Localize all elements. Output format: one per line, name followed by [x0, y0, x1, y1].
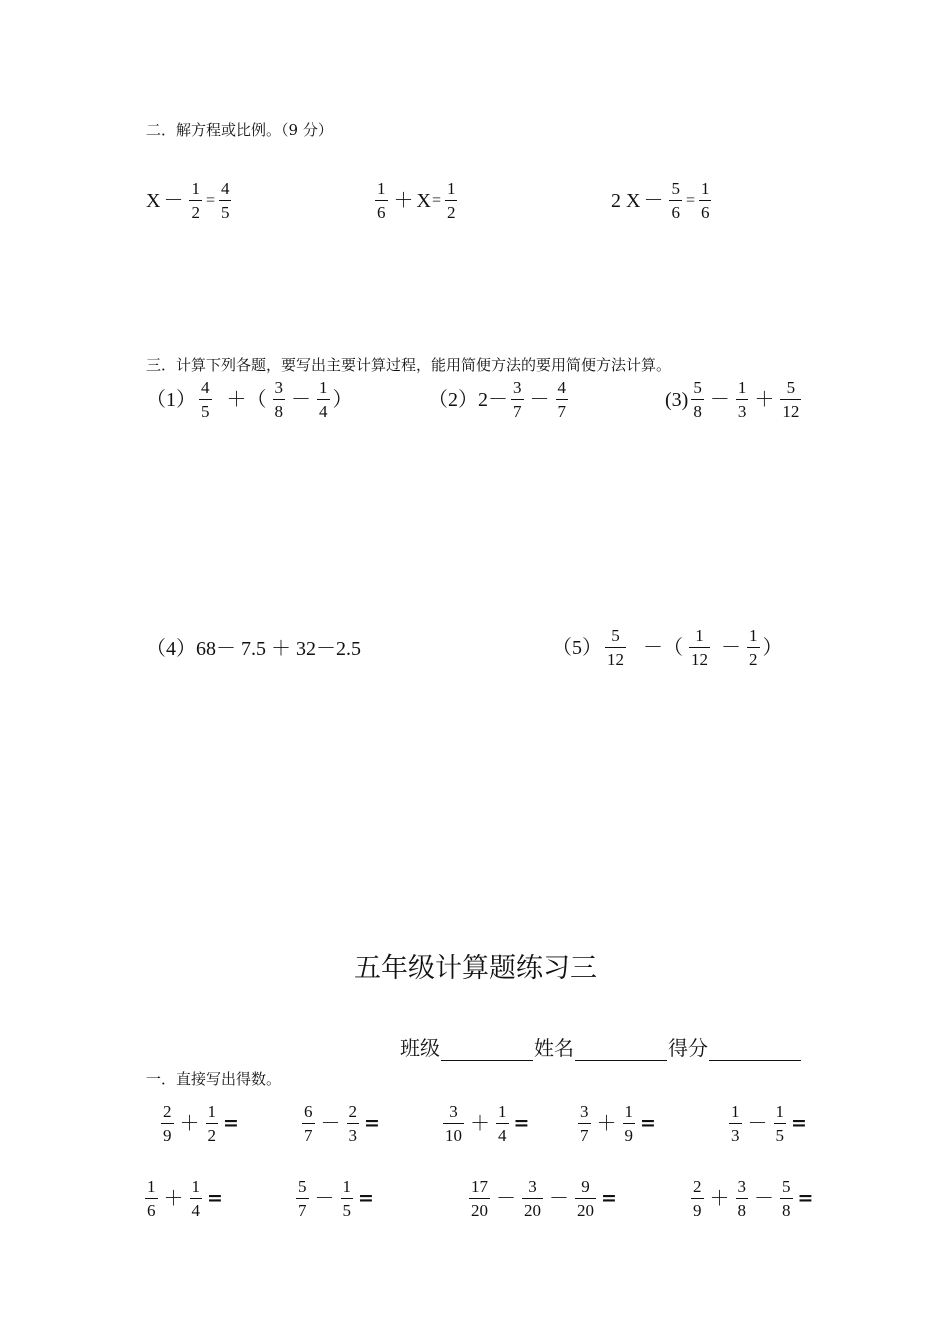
numerator: 4: [220, 179, 230, 198]
row1-item-5: [726, 1103, 809, 1144]
page-title: 五年级计算题练习三: [354, 953, 597, 984]
p1-plus-paren: ＋（: [226, 388, 267, 411]
fraction: [496, 1103, 509, 1144]
fraction: [623, 1103, 636, 1144]
eq1-var: X: [146, 189, 161, 212]
fraction: [347, 1103, 360, 1144]
fraction: [443, 1103, 464, 1144]
numerator: 4: [201, 378, 210, 397]
denominator: 2: [191, 203, 200, 222]
numerator: 5: [298, 1177, 307, 1196]
p3-minus: －: [709, 388, 730, 411]
numerator: 2: [163, 1102, 172, 1121]
denominator: 20: [471, 1201, 488, 1220]
denominator: 2: [749, 650, 758, 669]
fraction: [206, 1103, 219, 1144]
numerator: 1: [377, 179, 386, 198]
denominator: 12: [782, 402, 800, 421]
eq3-fraction-1: [669, 180, 682, 221]
denominator: 12: [607, 650, 624, 669]
denominator: 7: [580, 1126, 589, 1145]
denominator: 4: [319, 402, 328, 421]
operator: ＋: [709, 1187, 730, 1210]
eq1-fraction-2: [219, 180, 232, 221]
equals-sign: =: [207, 1187, 223, 1209]
p5-fraction-2: [689, 627, 710, 668]
section1-heading: 一．直接写出得数。: [146, 1070, 282, 1088]
denominator: 9: [163, 1126, 172, 1145]
problem-2: [428, 379, 571, 420]
denominator: 8: [693, 402, 702, 421]
equals-sign: =: [797, 1187, 814, 1209]
section2-heading: 二．解方程或比例。（9 分）: [146, 121, 333, 139]
numerator: 1: [191, 1177, 200, 1196]
numerator: 1: [695, 626, 704, 645]
p5-fraction-3: [747, 627, 760, 668]
numerator: 3: [737, 1177, 746, 1196]
operator: ＋: [163, 1187, 184, 1210]
row1-item-4: [575, 1103, 658, 1144]
row1-item-3: [440, 1103, 531, 1144]
operator: －: [747, 1112, 768, 1135]
p1-fraction-3: [317, 379, 330, 420]
p3-fraction-3: [780, 379, 801, 420]
denominator: 5: [220, 203, 230, 222]
p1-minus: －: [291, 388, 311, 411]
equals-sign: =: [791, 1112, 807, 1134]
denominator: 20: [577, 1201, 594, 1220]
problem-5: [552, 627, 783, 668]
denominator: 9: [624, 1126, 633, 1145]
eq3-var: 2 X: [611, 189, 641, 212]
name-label: 姓名: [534, 1036, 574, 1060]
fraction: [341, 1178, 354, 1219]
denominator: 12: [691, 650, 708, 669]
p2-fraction-2: [556, 379, 569, 420]
numerator: 5: [611, 626, 620, 645]
fraction: [774, 1103, 787, 1144]
denominator: 6: [377, 203, 386, 222]
numerator: 1: [342, 1177, 351, 1196]
p3-plus: ＋: [754, 388, 775, 411]
numerator: 3: [274, 378, 283, 397]
p2-fraction-1: [511, 379, 524, 420]
equals-sign: =: [358, 1187, 374, 1209]
numerator: 9: [581, 1177, 590, 1196]
eq3-equals: =: [685, 191, 695, 209]
equation-1: [146, 180, 234, 221]
operator: ＋: [470, 1112, 490, 1135]
numerator: 1: [749, 626, 758, 645]
equals-sign: =: [364, 1112, 380, 1134]
p1-label: （1）: [146, 388, 196, 411]
row2-item-1: [142, 1178, 225, 1219]
numerator: 1: [498, 1102, 507, 1121]
fraction: [522, 1178, 543, 1219]
numerator: 17: [471, 1177, 488, 1196]
problem-1: [146, 379, 353, 420]
denominator: 3: [348, 1126, 357, 1145]
p5-minus: －: [721, 636, 741, 659]
fraction: [161, 1103, 174, 1144]
p1-close-paren: ）: [332, 388, 353, 411]
row1-item-2: [299, 1103, 382, 1144]
p1-fraction-2: [273, 379, 286, 420]
denominator: 8: [782, 1201, 791, 1220]
denominator: 2: [446, 203, 456, 222]
numerator: 3: [513, 378, 522, 397]
numerator: 3: [449, 1102, 458, 1121]
p5-close-paren: ）: [762, 636, 783, 659]
eq1-minus: －: [163, 189, 184, 212]
eq1-fraction-1: [189, 180, 202, 221]
operator: ＋: [596, 1112, 617, 1135]
numerator: 1: [700, 179, 710, 198]
operator: ＋: [179, 1112, 200, 1135]
eq2-plus: ＋: [393, 189, 414, 212]
denominator: 9: [693, 1201, 702, 1220]
numerator: 1: [207, 1102, 216, 1121]
numerator: 1: [737, 378, 747, 397]
p2-label: （2）2－: [428, 388, 508, 411]
score-label: 得分: [668, 1036, 708, 1060]
denominator: 4: [498, 1126, 507, 1145]
numerator: 5: [693, 378, 702, 397]
score-input-line[interactable]: [709, 1040, 801, 1061]
eq2-fraction-1: [375, 180, 388, 221]
name-input-line[interactable]: [575, 1040, 667, 1061]
denominator: 10: [445, 1126, 462, 1145]
numerator: 3: [528, 1177, 537, 1196]
denominator: 8: [274, 402, 283, 421]
denominator: 3: [731, 1126, 740, 1145]
row1-item-1: [158, 1103, 241, 1144]
row2-item-2: [293, 1178, 376, 1219]
numerator: 2: [693, 1177, 702, 1196]
equation-3: [611, 180, 714, 221]
fraction: [296, 1178, 309, 1219]
operator: －: [496, 1187, 516, 1210]
fraction: [145, 1178, 158, 1219]
eq2-fraction-2: [445, 180, 458, 221]
fraction: [469, 1178, 490, 1219]
numerator: 4: [557, 378, 566, 397]
p5-minus-paren: －（: [643, 636, 683, 659]
equals-sign: =: [223, 1112, 239, 1134]
eq2-var: X: [416, 189, 431, 212]
p3-fraction-1: [691, 379, 704, 420]
denominator: 6: [671, 203, 680, 222]
numerator: 1: [446, 179, 456, 198]
numerator: 1: [147, 1177, 156, 1196]
denominator: 3: [737, 402, 747, 421]
p2-minus: －: [529, 388, 550, 411]
fraction: [736, 1178, 749, 1219]
numerator: 6: [304, 1102, 313, 1121]
numerator: 1: [191, 179, 200, 198]
denominator: 7: [298, 1201, 307, 1220]
fraction: [302, 1103, 315, 1144]
p5-fraction-1: [605, 627, 626, 668]
operator: －: [314, 1187, 335, 1210]
denominator: 2: [207, 1126, 216, 1145]
numerator: 5: [671, 179, 680, 198]
equals-sign: =: [640, 1112, 656, 1134]
numerator: 1: [319, 378, 328, 397]
eq3-fraction-2: [699, 180, 712, 221]
denominator: 5: [201, 402, 210, 421]
denominator: 7: [304, 1126, 313, 1145]
numerator: 5: [786, 378, 796, 397]
numerator: 1: [624, 1102, 633, 1121]
denominator: 8: [737, 1201, 746, 1220]
fraction: [780, 1178, 793, 1219]
equals-sign: =: [513, 1112, 530, 1134]
problem-3: [665, 379, 804, 420]
eq1-equals: =: [205, 191, 215, 209]
numerator: 2: [348, 1102, 357, 1121]
fraction: [190, 1178, 203, 1219]
p1-fraction-1: [199, 379, 212, 420]
denominator: 20: [524, 1201, 541, 1220]
denominator: 6: [147, 1201, 156, 1220]
denominator: 7: [513, 402, 522, 421]
fraction: [578, 1103, 591, 1144]
equals-sign: =: [601, 1187, 617, 1209]
fraction: [691, 1178, 704, 1219]
denominator: 5: [775, 1126, 784, 1145]
section3-heading: 三．计算下列各题，要写出主要计算过程，能用简便方法的要用简便方法计算。: [146, 356, 672, 374]
fraction: [575, 1178, 596, 1219]
p3-fraction-2: [736, 379, 749, 420]
denominator: 4: [191, 1201, 200, 1220]
p5-label: （5）: [552, 636, 602, 659]
operator: －: [320, 1112, 341, 1135]
eq3-minus: －: [643, 189, 664, 212]
student-info-fields: [400, 1032, 802, 1061]
denominator: 5: [342, 1201, 351, 1220]
denominator: 7: [557, 402, 566, 421]
class-label: 班级: [400, 1036, 440, 1060]
numerator: 5: [782, 1177, 791, 1196]
class-input-line[interactable]: [441, 1040, 533, 1061]
equation-2: [372, 180, 460, 221]
row2-item-4: [688, 1178, 815, 1219]
denominator: 6: [700, 203, 710, 222]
fraction: [729, 1103, 742, 1144]
p3-label: (3): [665, 388, 689, 411]
problem-4: （4）68－ 7.5 ＋ 32－2.5: [146, 638, 361, 660]
operator: －: [549, 1187, 569, 1210]
numerator: 1: [731, 1102, 740, 1121]
eq2-equals: =: [431, 191, 441, 209]
numerator: 1: [775, 1102, 784, 1121]
operator: －: [754, 1187, 774, 1210]
numerator: 3: [580, 1102, 589, 1121]
row2-item-3: [466, 1178, 619, 1219]
